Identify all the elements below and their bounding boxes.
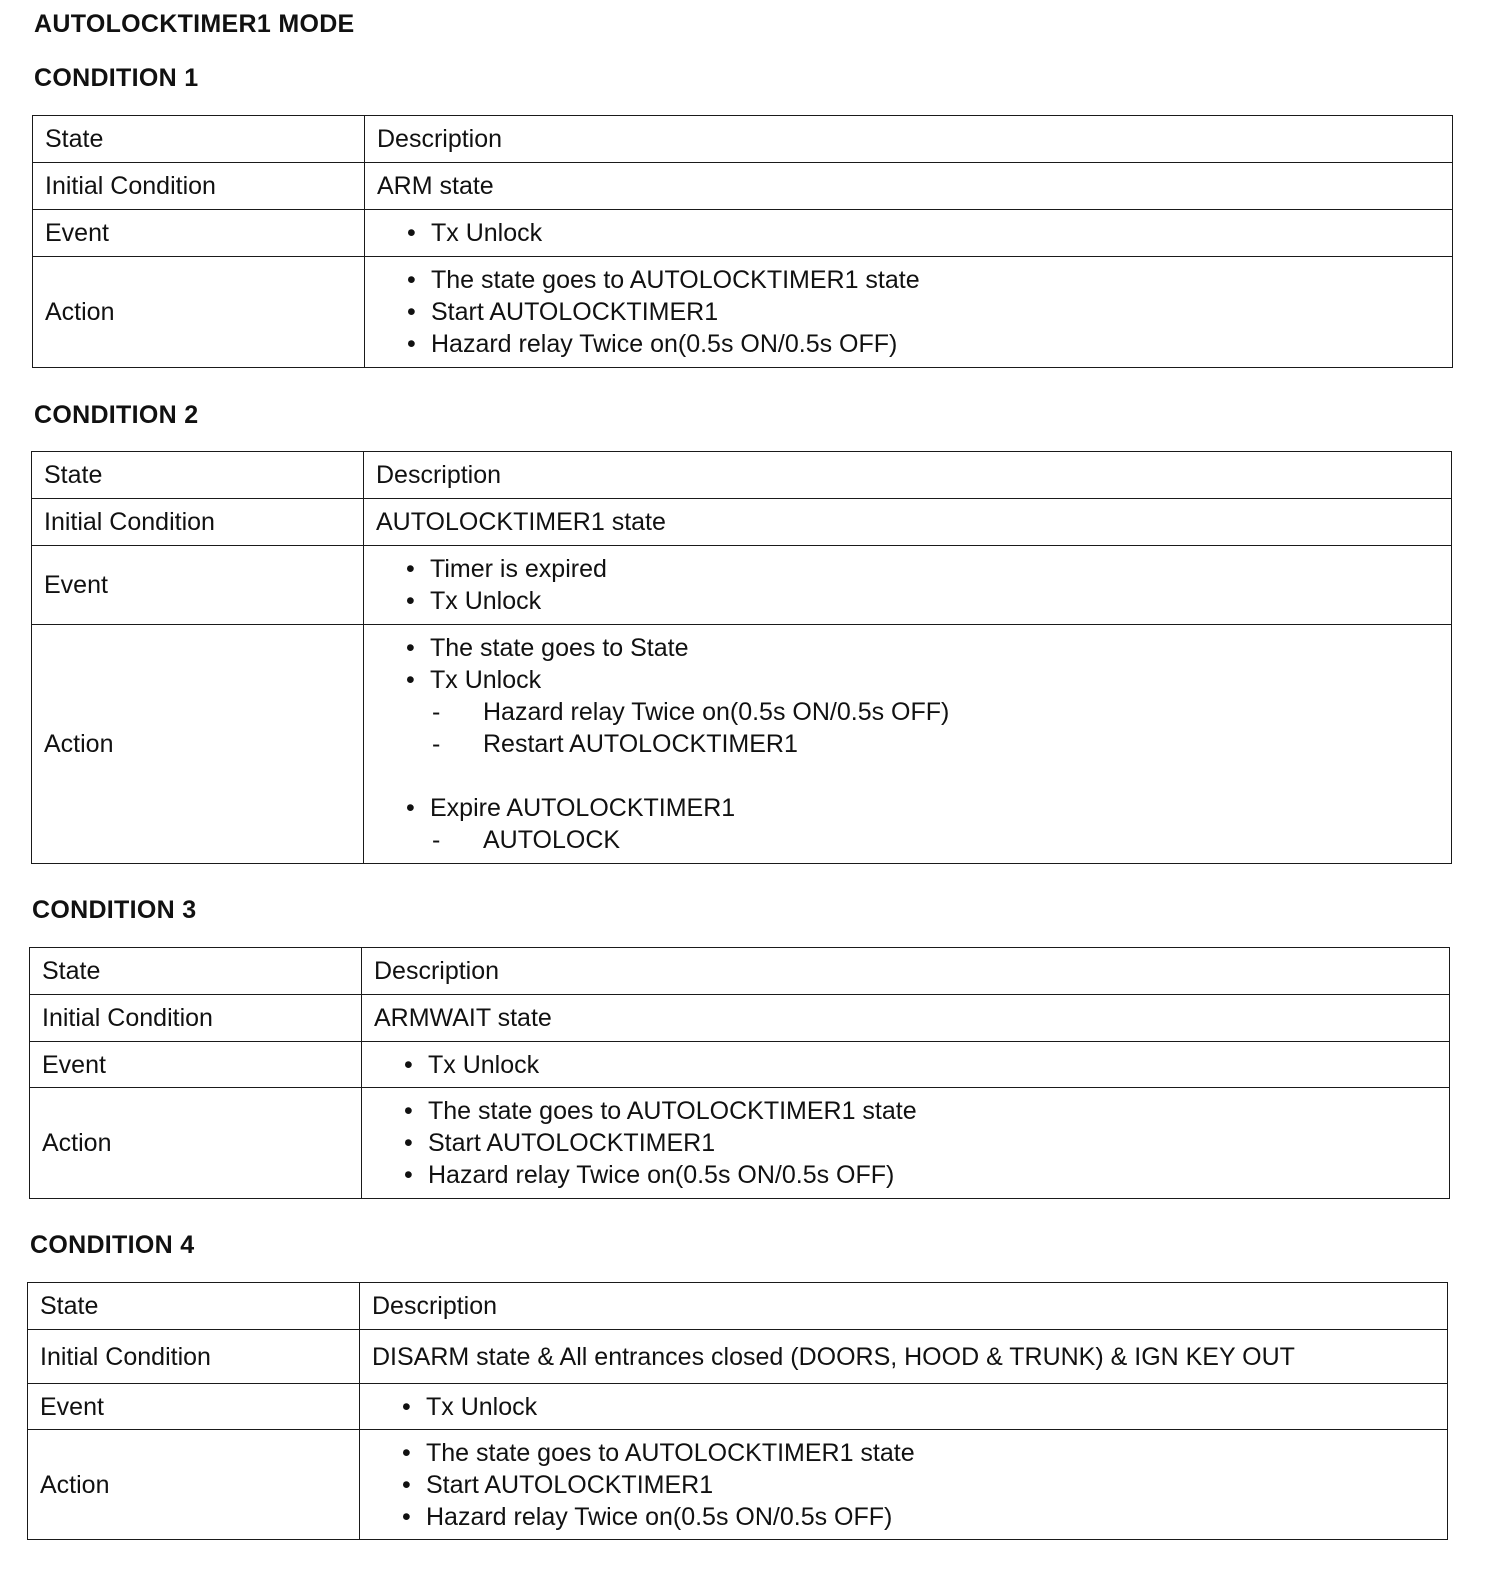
action-row	[28, 1430, 1448, 1540]
event-cell	[360, 1384, 1448, 1430]
table-header-row	[33, 116, 1453, 163]
header-state: State	[32, 452, 364, 499]
initial-condition-row	[28, 1330, 1448, 1384]
action-label: Action	[30, 1088, 362, 1199]
action-sub-item: - AUTOLOCK	[430, 824, 1439, 856]
condition-4-table	[27, 1282, 1448, 1540]
initial-condition-label: Initial Condition	[30, 995, 362, 1042]
action-sub-item: - Hazard relay Twice on(0.5s ON/0.5s OFF)	[430, 696, 1439, 728]
condition-2-table	[31, 451, 1452, 864]
event-item: • Tx Unlock	[407, 217, 1440, 249]
condition-3-heading: CONDITION 3	[32, 896, 197, 924]
action-item-text: Expire AUTOLOCKTIMER1	[430, 794, 736, 822]
event-item: • Tx Unlock	[404, 1049, 1437, 1081]
action-item: • The state goes to AUTOLOCKTIMER1 state	[407, 264, 1440, 296]
action-item: • Start AUTOLOCKTIMER1	[404, 1127, 1437, 1159]
event-label: Event	[33, 210, 365, 257]
action-item	[406, 664, 1439, 760]
action-row	[33, 257, 1453, 368]
header-state: State	[28, 1283, 360, 1330]
event-item: • Tx Unlock	[402, 1391, 1435, 1423]
action-item: • Start AUTOLOCKTIMER1	[402, 1469, 1435, 1501]
action-row	[30, 1088, 1450, 1199]
condition-2-heading: CONDITION 2	[34, 401, 199, 429]
table-header-row	[28, 1283, 1448, 1330]
header-description: Description	[360, 1283, 1448, 1330]
event-row	[32, 546, 1452, 625]
initial-condition-value: ARM state	[365, 163, 1453, 210]
initial-condition-label: Initial Condition	[28, 1330, 360, 1384]
action-cell	[360, 1430, 1448, 1540]
action-item: • The state goes to State	[406, 632, 1439, 664]
event-row	[30, 1042, 1450, 1088]
event-label: Event	[28, 1384, 360, 1430]
condition-1-table	[32, 115, 1453, 368]
header-description: Description	[364, 452, 1452, 499]
initial-condition-label: Initial Condition	[32, 499, 364, 546]
action-label: Action	[32, 625, 364, 864]
action-cell	[365, 257, 1453, 368]
initial-condition-row	[30, 995, 1450, 1042]
event-cell	[362, 1042, 1450, 1088]
initial-condition-label: Initial Condition	[33, 163, 365, 210]
event-row	[28, 1384, 1448, 1430]
event-item: • Timer is expired	[406, 553, 1439, 585]
action-item-text: Tx Unlock	[430, 666, 542, 694]
initial-condition-value: DISARM state & All entrances closed (DOORS, HOOD & TRUNK) & IGN KEY OUT	[360, 1330, 1448, 1384]
action-sub-item: - Restart AUTOLOCKTIMER1	[430, 728, 1439, 760]
action-cell	[362, 1088, 1450, 1199]
action-cell	[364, 625, 1452, 864]
condition-1-heading: CONDITION 1	[34, 64, 199, 92]
event-label: Event	[30, 1042, 362, 1088]
action-label: Action	[28, 1430, 360, 1540]
table-header-row	[30, 948, 1450, 995]
event-cell	[364, 546, 1452, 625]
table-header-row	[32, 452, 1452, 499]
condition-3-table	[29, 947, 1450, 1199]
header-state: State	[30, 948, 362, 995]
action-item: • The state goes to AUTOLOCKTIMER1 state	[404, 1095, 1437, 1127]
page-title: AUTOLOCKTIMER1 MODE	[34, 10, 355, 38]
header-state: State	[33, 116, 365, 163]
header-description: Description	[365, 116, 1453, 163]
initial-condition-value: ARMWAIT state	[362, 995, 1450, 1042]
action-item	[406, 792, 1439, 856]
event-row	[33, 210, 1453, 257]
event-item: • Tx Unlock	[406, 585, 1439, 617]
action-item: • Hazard relay Twice on(0.5s ON/0.5s OFF)	[407, 328, 1440, 360]
action-label: Action	[33, 257, 365, 368]
action-item: • Start AUTOLOCKTIMER1	[407, 296, 1440, 328]
action-item: • Hazard relay Twice on(0.5s ON/0.5s OFF)	[404, 1159, 1437, 1191]
initial-condition-row	[33, 163, 1453, 210]
initial-condition-row	[32, 499, 1452, 546]
action-item: • Hazard relay Twice on(0.5s ON/0.5s OFF)	[402, 1501, 1435, 1533]
event-cell	[365, 210, 1453, 257]
event-label: Event	[32, 546, 364, 625]
action-row	[32, 625, 1452, 864]
condition-4-heading: CONDITION 4	[30, 1231, 195, 1259]
header-description: Description	[362, 948, 1450, 995]
initial-condition-value: AUTOLOCKTIMER1 state	[364, 499, 1452, 546]
action-item: • The state goes to AUTOLOCKTIMER1 state	[402, 1437, 1435, 1469]
